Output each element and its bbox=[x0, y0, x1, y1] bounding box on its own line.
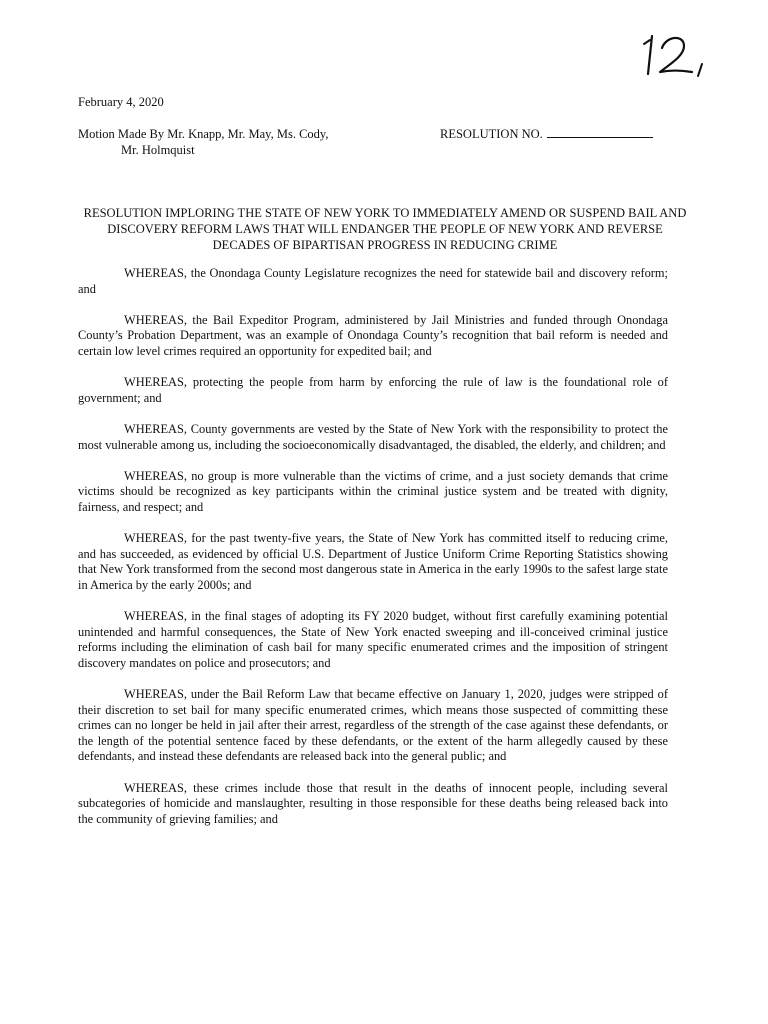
whereas-paragraph: WHEREAS, protecting the people from harm by enforcing the rule of law is the foundational role of government; and bbox=[78, 375, 668, 405]
document-date: February 4, 2020 bbox=[78, 95, 164, 109]
whereas-paragraph: WHEREAS, these crimes include those that result in the deaths of innocent people, including several subcategories of homicide and manslaughter, resulting in those responsible for these deaths being released back into the community of grieving families; and bbox=[78, 780, 668, 826]
whereas-paragraph: WHEREAS, for the past twenty-five years, the State of New York has committed itself to reducing crime, and has succeeded, as evidenced by official U.S. Department of Justice Uniform Crime Reporting Statistics showing that New York transformed from the second most dangerous state in America in the early 1990s to the safest large state in America by the early 2000s; and bbox=[78, 531, 668, 592]
motion-made-by bbox=[78, 126, 398, 158]
resolution-title: RESOLUTION IMPLORING THE STATE OF NEW YORK TO IMMEDIATELY AMEND OR SUSPEND BAIL AND DISCOVERY REFORM LAWS THAT WILL ENDANGER THE PEOPLE OF NEW YORK AND REVERSE DECADES OF BIPARTISAN PROGRESS IN REDUCING CRIME bbox=[83, 206, 687, 252]
resolution-number bbox=[440, 126, 653, 142]
whereas-paragraph: WHEREAS, the Bail Expeditor Program, administered by Jail Ministries and funded through Onondaga County’s Probation Department, was an example of Onondaga County’s recognition that bail reform is needed and certain low level crimes required an opportunity for expedited bail; and bbox=[78, 312, 668, 358]
whereas-paragraph: WHEREAS, in the final stages of adopting its FY 2020 budget, without first carefully examining potential unintended and harmful consequences, the State of New York enacted sweeping and ill-conceived criminal justice reforms including the elimination of cash bail for many specific enumerated crimes and the imposition of stringent discovery mandates on police and prosecutors; and bbox=[78, 609, 668, 670]
whereas-paragraph: WHEREAS, under the Bail Reform Law that became effective on January 1, 2020, judges were stripped of their discretion to set bail for many specific enumerated crimes, which means those suspected of committing these crimes can no longer be held in jail after their arrest, regardless of the strength of the case against these defendants, or the length of the potential sentence faced by these defendants, or the extent of the harm allegedly caused by these defendants, and instead these defendants are released back into the general public; and bbox=[78, 687, 668, 764]
whereas-paragraph: WHEREAS, no group is more vulnerable than the victims of crime, and a just society demands that crime victims should be recognized as key participants within the criminal justice system and be treated with dignity, fairness, and respect; and bbox=[78, 468, 668, 514]
whereas-paragraph: WHEREAS, the Onondaga County Legislature recognizes the need for statewide bail and discovery reform; and bbox=[78, 266, 668, 296]
handwritten-page-number bbox=[640, 30, 720, 80]
resolution-number-blank bbox=[547, 126, 653, 138]
motion-line-2: Mr. Holmquist bbox=[121, 143, 195, 157]
resolution-number-label: RESOLUTION NO. bbox=[440, 127, 543, 141]
motion-line-1: Motion Made By Mr. Knapp, Mr. May, Ms. Cody, bbox=[78, 127, 329, 141]
resolution-body bbox=[78, 266, 668, 843]
whereas-paragraph: WHEREAS, County governments are vested by the State of New York with the responsibility to protect the most vulnerable among us, including the socioeconomically disadvantaged, the disabled, the elderly, and children; and bbox=[78, 421, 668, 452]
